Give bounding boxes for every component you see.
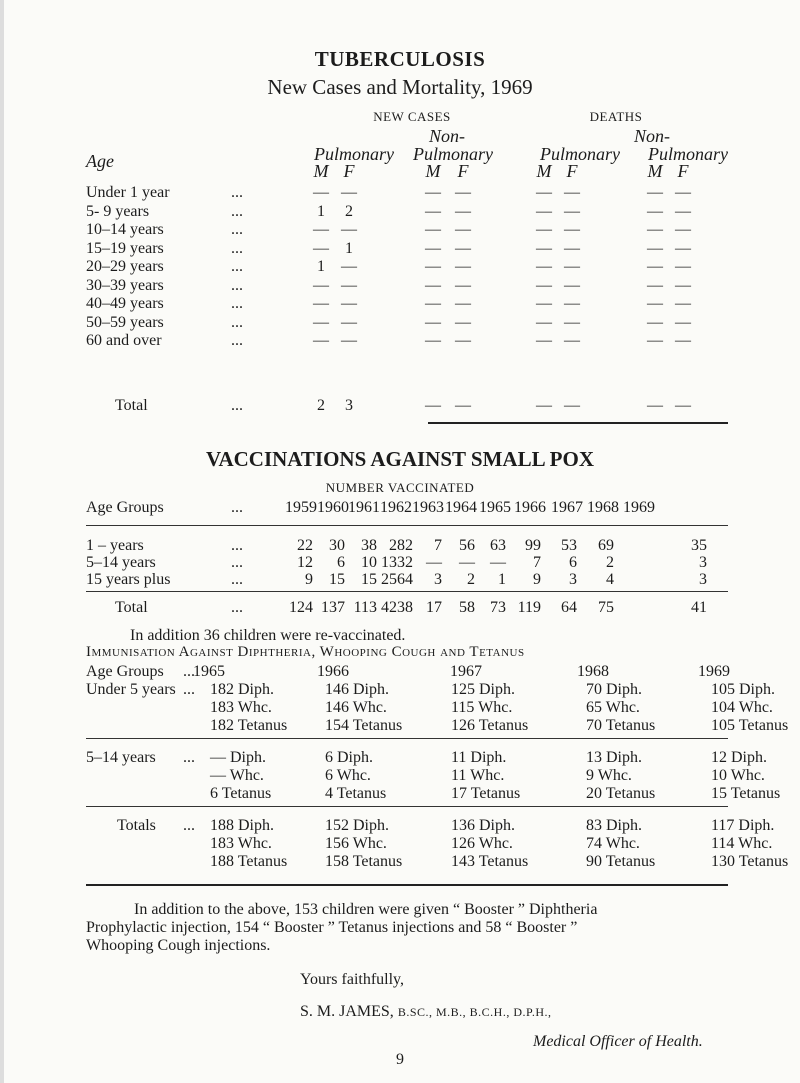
immunisation-cell: 182 Tetanus <box>210 717 288 734</box>
leader-dots: ... <box>231 295 243 312</box>
immunisation-cell: 183 Whc. <box>210 835 272 852</box>
tb-cell: — <box>455 313 471 331</box>
tb-cell: — <box>647 313 663 331</box>
vacc-cell: — <box>426 554 442 571</box>
tb-cell: — <box>564 239 580 257</box>
tb-cell: 1 <box>345 239 353 257</box>
immunisation-cell: 6 Tetanus <box>210 785 272 802</box>
tb-cell: — <box>341 184 357 201</box>
tb-cell: — <box>536 239 552 257</box>
page-title: TUBERCULOSIS <box>314 47 486 71</box>
immunisation-cell: — Diph. <box>210 749 266 766</box>
male-column-heading: M <box>647 161 663 181</box>
immunisation-cell: 15 Tetanus <box>711 785 781 802</box>
tb-age-label: 15–19 years <box>86 239 164 257</box>
tb-cell: 1 <box>317 258 325 275</box>
tb-total-cell: 3 <box>345 397 353 414</box>
immunisation-cell: 130 Tetanus <box>711 853 789 870</box>
tb-cell: — <box>536 313 552 331</box>
vacc-header-rule <box>86 525 728 526</box>
vacc-age-label: 5–14 years <box>86 554 156 571</box>
tb-cell: — <box>341 313 357 331</box>
new-nonpulmonary-heading: Pulmonary <box>413 144 493 164</box>
tb-cell: — <box>675 202 691 220</box>
year-heading: 1966 <box>317 663 349 680</box>
female-column-heading: F <box>457 161 469 181</box>
tb-cell: — <box>564 276 580 294</box>
signatory-title: Medical Officer of Health. <box>533 1033 703 1050</box>
vacc-cell: 282 <box>389 537 413 554</box>
vacc-cell: 10 <box>361 554 377 571</box>
immunisation-bottom-rule <box>86 884 728 886</box>
tb-cell: — <box>675 276 691 294</box>
tb-cell: — <box>564 295 580 312</box>
immunisation-cell: 105 Tetanus <box>711 717 789 734</box>
vacc-total-cell: 119 <box>517 599 541 616</box>
immunisation-rule-1 <box>86 738 728 739</box>
year-heading: 1965 <box>193 663 225 680</box>
vacc-cell: 99 <box>525 537 541 554</box>
vacc-total-cell: 124 <box>289 599 313 616</box>
year-heading: 1968 <box>587 499 619 516</box>
vacc-cell: 2 <box>467 571 475 588</box>
tb-cell: — <box>647 239 663 257</box>
year-heading: 1969 <box>698 663 730 680</box>
vacc-cell: 7 <box>533 554 541 571</box>
immunisation-cell: 182 Diph. <box>210 681 274 698</box>
leader-dots: ... <box>231 537 243 554</box>
age-groups-heading: Age Groups <box>86 499 164 516</box>
vacc-cell: 15 <box>329 571 345 588</box>
tb-cell: — <box>564 221 580 238</box>
tb-cell: — <box>455 221 471 238</box>
immunisation-cell: 156 Whc. <box>325 835 387 852</box>
vacc-total-cell: 64 <box>561 599 577 616</box>
deaths-pulmonary-heading: Pulmonary <box>540 144 620 164</box>
vacc-total-cell: 4238 <box>381 599 413 616</box>
immunisation-cell: 115 Whc. <box>451 699 513 716</box>
tb-cell: — <box>675 221 691 238</box>
vacc-cell: 9 <box>305 571 313 588</box>
signatory-name-text: S. M. JAMES, <box>300 1003 394 1020</box>
year-heading: 1959 <box>285 499 317 516</box>
booster-note-line-2: Prophylactic injection, 154 “ Booster ” Tetanus injections and 58 “ Booster ” <box>86 919 578 936</box>
tb-cell: — <box>341 332 357 349</box>
tb-cell: — <box>675 332 691 349</box>
leader-dots: ... <box>183 749 195 766</box>
year-heading: 1962 <box>380 499 412 516</box>
immunisation-cell: 154 Tetanus <box>325 717 403 734</box>
tb-cell: — <box>313 295 329 312</box>
leader-dots: ... <box>231 554 243 571</box>
vacc-cell: 9 <box>533 571 541 588</box>
tb-cell: — <box>647 221 663 238</box>
scan-edge <box>0 0 4 1083</box>
immunisation-cell: 146 Whc. <box>325 699 387 716</box>
vacc-total-cell: 41 <box>691 599 707 616</box>
vacc-total-cell: 17 <box>426 599 442 616</box>
tb-cell: — <box>425 202 441 220</box>
tb-age-label: 30–39 years <box>86 276 164 294</box>
vacc-total-cell: 75 <box>598 599 614 616</box>
tb-cell: — <box>313 239 329 257</box>
female-column-heading: F <box>566 161 578 181</box>
tb-cell: — <box>313 221 329 238</box>
vacc-cell: — <box>459 554 475 571</box>
immunisation-cell: 17 Tetanus <box>451 785 521 802</box>
year-heading: 1963 <box>412 499 444 516</box>
leader-dots: ... <box>231 397 243 414</box>
vacc-cell: 1332 <box>381 554 413 571</box>
tb-cell: — <box>341 221 357 238</box>
vacc-total-label: Total <box>115 599 148 616</box>
immunisation-cell: 125 Diph. <box>451 681 515 698</box>
tb-total-label: Total <box>115 397 148 414</box>
immunisation-cell: 11 Whc. <box>451 767 505 784</box>
tb-cell: — <box>313 332 329 349</box>
immunisation-rule-2 <box>86 806 728 807</box>
tb-cell: — <box>455 202 471 220</box>
immunisation-cell: 83 Diph. <box>586 817 642 834</box>
female-column-heading: F <box>677 161 689 181</box>
tb-cell: — <box>647 258 663 275</box>
immunisation-cell: 90 Tetanus <box>586 853 656 870</box>
tb-cell: — <box>647 332 663 349</box>
leader-dots: ... <box>231 221 243 238</box>
vacc-cell: 1 <box>498 571 506 588</box>
leader-dots: ... <box>231 184 243 201</box>
immunisation-cell: 9 Whc. <box>586 767 632 784</box>
immunisation-cell: 70 Diph. <box>586 681 642 698</box>
vacc-cell: 3 <box>569 571 577 588</box>
tb-total-cell: — <box>647 397 663 414</box>
immunisation-cell: 6 Whc. <box>325 767 371 784</box>
leader-dots: ... <box>231 276 243 294</box>
immunisation-cell: 136 Diph. <box>451 817 515 834</box>
tb-cell: — <box>564 313 580 331</box>
tb-age-label: 60 and over <box>86 332 162 349</box>
vacc-cell: 35 <box>691 537 707 554</box>
immunisation-cell: 10 Whc. <box>711 767 765 784</box>
immunisation-cell: 104 Whc. <box>711 699 773 716</box>
tb-total-cell: — <box>675 397 691 414</box>
tb-cell: — <box>675 184 691 201</box>
male-column-heading: M <box>536 161 552 181</box>
tb-cell: — <box>647 202 663 220</box>
vacc-total-cell: 73 <box>490 599 506 616</box>
immunisation-cell: — Whc. <box>210 767 264 784</box>
age-groups-heading: Age Groups <box>86 663 164 680</box>
tb-cell: — <box>564 332 580 349</box>
leader-dots: ... <box>231 239 243 257</box>
vacc-cell: 2 <box>606 554 614 571</box>
booster-note-line-1: In addition to the above, 153 children were given “ Booster ” Diphtheria <box>134 901 598 918</box>
vacc-cell: 7 <box>434 537 442 554</box>
leader-dots: ... <box>231 332 243 349</box>
leader-dots: ... <box>183 663 195 680</box>
year-heading: 1966 <box>514 499 546 516</box>
tb-cell: — <box>455 295 471 312</box>
tb-cell: — <box>313 184 329 201</box>
vacc-cell: — <box>490 554 506 571</box>
year-heading: 1964 <box>445 499 477 516</box>
year-heading: 1967 <box>450 663 482 680</box>
tb-total-cell: 2 <box>317 397 325 414</box>
immunisation-cell: 152 Diph. <box>325 817 389 834</box>
female-column-heading: F <box>343 161 355 181</box>
vacc-cell: 30 <box>329 537 345 554</box>
vacc-age-label: 15 years plus <box>86 571 171 588</box>
tb-cell: 1 <box>317 202 325 220</box>
revaccination-note: In addition 36 children were re-vaccinated. <box>130 627 406 644</box>
tb-cell: — <box>675 239 691 257</box>
tb-age-label: Under 1 year <box>86 184 170 201</box>
male-column-heading: M <box>313 161 329 181</box>
tb-age-label: 10–14 years <box>86 221 164 238</box>
year-heading: 1965 <box>479 499 511 516</box>
tb-cell: — <box>425 239 441 257</box>
tb-cell: — <box>564 258 580 275</box>
vacc-cell: 3 <box>699 571 707 588</box>
immunisation-cell: 183 Whc. <box>210 699 272 716</box>
tb-cell: — <box>341 295 357 312</box>
year-heading: 1967 <box>551 499 583 516</box>
year-heading: 1968 <box>577 663 609 680</box>
immunisation-title: Immunisation Against Diphtheria, Whooping Cough and Tetanus <box>86 644 525 660</box>
vacc-total-cell: 58 <box>459 599 475 616</box>
vacc-cell: 63 <box>490 537 506 554</box>
tb-cell: — <box>341 258 357 275</box>
year-heading: 1969 <box>623 499 655 516</box>
page-number: 9 <box>396 1051 404 1068</box>
vacc-total-cell: 137 <box>321 599 345 616</box>
vacc-cell: 6 <box>569 554 577 571</box>
immunisation-cell: 13 Diph. <box>586 749 642 766</box>
tb-total-cell: — <box>564 397 580 414</box>
signatory-name <box>300 1004 552 1020</box>
tb-cell: — <box>455 332 471 349</box>
tb-cell: — <box>564 184 580 201</box>
vacc-cell: 22 <box>297 537 313 554</box>
tb-cell: — <box>341 276 357 294</box>
immunisation-cell: 146 Diph. <box>325 681 389 698</box>
tb-total-cell: — <box>455 397 471 414</box>
vacc-cell: 3 <box>434 571 442 588</box>
vacc-cell: 15 <box>361 571 377 588</box>
leader-dots: ... <box>231 599 243 616</box>
immunisation-cell: 70 Tetanus <box>586 717 656 734</box>
immunisation-cell: 126 Whc. <box>451 835 513 852</box>
male-column-heading: M <box>425 161 441 181</box>
tb-cell: — <box>425 258 441 275</box>
immunisation-cell: 126 Tetanus <box>451 717 529 734</box>
immunisation-cell: 20 Tetanus <box>586 785 656 802</box>
age-column-heading: Age <box>86 151 114 171</box>
tb-cell: — <box>536 258 552 275</box>
vacc-cell: 38 <box>361 537 377 554</box>
tb-total-cell: — <box>536 397 552 414</box>
closing: Yours faithfully, <box>300 971 405 988</box>
immunisation-cell: 12 Diph. <box>711 749 767 766</box>
immunisation-cell: 117 Diph. <box>711 817 775 834</box>
leader-dots: ... <box>231 202 243 220</box>
signatory-qualifications: B.SC., M.B., B.C.H., D.P.H., <box>397 1005 552 1019</box>
tb-cell: — <box>675 295 691 312</box>
tb-cell: — <box>536 202 552 220</box>
tb-cell: — <box>313 313 329 331</box>
tb-cell: — <box>425 221 441 238</box>
tb-cell: — <box>536 184 552 201</box>
vacc-cell: 4 <box>606 571 614 588</box>
tb-cell: — <box>425 184 441 201</box>
page-subtitle: New Cases and Mortality, 1969 <box>267 75 533 99</box>
leader-dots: ... <box>183 817 195 834</box>
immunisation-cell: 188 Tetanus <box>210 853 288 870</box>
tb-cell: — <box>313 276 329 294</box>
immunisation-cell: 158 Tetanus <box>325 853 403 870</box>
vacc-cell: 53 <box>561 537 577 554</box>
new-nonpulmonary-non: Non- <box>429 126 465 146</box>
immunisation-group-label: 5–14 years <box>86 749 156 766</box>
number-vaccinated-heading: NUMBER VACCINATED <box>325 480 475 495</box>
booster-note-line-3: Whooping Cough injections. <box>86 937 271 954</box>
year-heading: 1960 <box>317 499 349 516</box>
tb-cell: — <box>455 239 471 257</box>
leader-dots: ... <box>231 313 243 331</box>
leader-dots: ... <box>231 258 243 275</box>
tb-age-label: 20–29 years <box>86 258 164 275</box>
immunisation-cell: 105 Diph. <box>711 681 775 698</box>
immunisation-cell: 143 Tetanus <box>451 853 529 870</box>
tb-cell: — <box>647 276 663 294</box>
vacc-cell: 56 <box>459 537 475 554</box>
tb-cell: — <box>455 184 471 201</box>
tb-cell: — <box>536 332 552 349</box>
tb-age-label: 50–59 years <box>86 313 164 331</box>
tb-cell: — <box>675 258 691 275</box>
deaths-nonpulmonary-non: Non- <box>634 126 670 146</box>
tb-cell: — <box>425 276 441 294</box>
vacc-cell: 3 <box>699 554 707 571</box>
vacc-cell: 6 <box>337 554 345 571</box>
tb-cell: — <box>536 221 552 238</box>
vacc-cell: 2564 <box>381 571 413 588</box>
leader-dots: ... <box>183 681 195 698</box>
tb-cell: — <box>425 295 441 312</box>
tb-cell: — <box>425 313 441 331</box>
immunisation-cell: 6 Diph. <box>325 749 373 766</box>
vacc-cell: 12 <box>297 554 313 571</box>
vacc-total-cell: 113 <box>353 599 377 616</box>
immunisation-cell: 65 Whc. <box>586 699 640 716</box>
tb-age-label: 40–49 years <box>86 295 164 312</box>
immunisation-cell: 188 Diph. <box>210 817 274 834</box>
new-cases-heading: NEW CASES <box>373 109 451 124</box>
tb-total-cell: — <box>425 397 441 414</box>
deaths-heading: DEATHS <box>589 109 643 124</box>
tb-cell: 2 <box>345 202 353 220</box>
tb-cell: — <box>455 276 471 294</box>
immunisation-cell: 11 Diph. <box>451 749 507 766</box>
tb-age-label: 5- 9 years <box>86 202 150 220</box>
tb-cell: — <box>455 258 471 275</box>
immunisation-group-label: Totals <box>117 817 156 834</box>
immunisation-group-label: Under 5 years <box>86 681 176 698</box>
year-heading: 1961 <box>348 499 380 516</box>
vaccinations-title: VACCINATIONS AGAINST SMALL POX <box>205 447 595 471</box>
tb-cell: — <box>536 276 552 294</box>
new-pulmonary-heading: Pulmonary <box>314 144 394 164</box>
tb-cell: — <box>675 313 691 331</box>
vacc-total-rule <box>86 591 728 592</box>
deaths-nonpulmonary-heading: Pulmonary <box>648 144 728 164</box>
tb-cell: — <box>564 202 580 220</box>
vacc-age-label: 1 – years <box>86 537 144 554</box>
immunisation-cell: 4 Tetanus <box>325 785 387 802</box>
tb-cell: — <box>647 295 663 312</box>
tb-table-rule <box>428 422 728 424</box>
tb-cell: — <box>425 332 441 349</box>
leader-dots: ... <box>231 499 243 516</box>
leader-dots: ... <box>231 571 243 588</box>
immunisation-cell: 114 Whc. <box>711 835 773 852</box>
vacc-cell: 69 <box>598 537 614 554</box>
immunisation-cell: 74 Whc. <box>586 835 640 852</box>
tb-cell: — <box>536 295 552 312</box>
tb-cell: — <box>647 184 663 201</box>
